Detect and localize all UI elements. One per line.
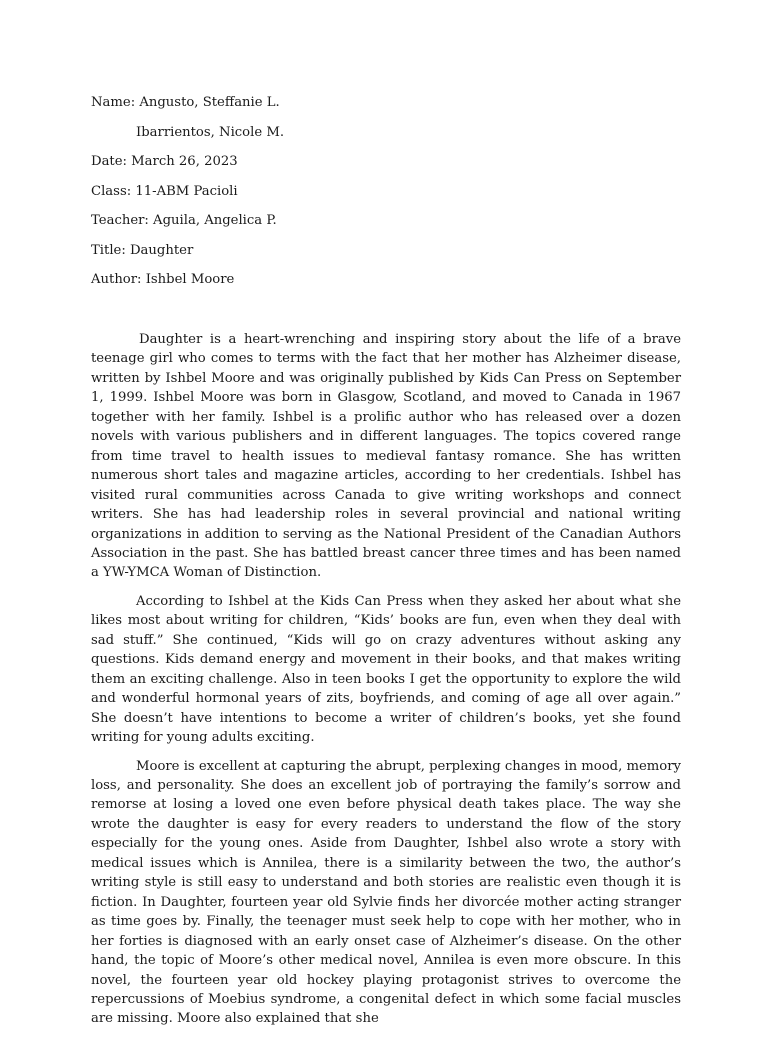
paragraph-introduction: Daughter is a heart-wrenching and inspiring story about the life of a brave teenage girl who comes to terms with the fact that her mother has Alzheimer disease, written by Ishbel Moore and was originally published by Kids Can Press on September 1, 1999. Ishbel Moore was born in Glasgow, Scotland, and moved to Canada in 1967 together with her family. Ishbel is a prolific author who has released over a dozen novels with various publishers and in different languages. The topics covered range from time travel to health issues to medieval fantasy romance. She has written numerous short tales and magazine articles, according to her credentials. Ishbel has visited rural communities across Canada to give writing workshops and connect writers. She has had leadership roles in several provincial and national writing organizations in addition to serving as the National President of the Canadian Authors Association in the past. She has battled breast cancer three times and has been named a YW-YMCA Woman of Distinction. <box>91 332 681 581</box>
author-line: Author: Ishbel Moore <box>91 272 235 287</box>
document-body <box>91 330 681 1038</box>
teacher-line: Teacher: Aguila, Angelica P. <box>91 213 277 228</box>
student-name-line: Name: Angusto, Steffanie L. <box>91 95 280 110</box>
paragraph-author-quote: According to Ishbel at the Kids Can Press when they asked her about what she likes most about writing for children, “Kids’ books are fun, even when they deal with sad stuff.” She continued, “Kids will go on crazy adventures without asking any questions. Kids demand energy and movement in their books, and that makes writing them an exciting challenge. Also in teen books I get the opportunity to explore the wild and wonderful hormonal years of zits, boyfriends, and coming of age all over again.” She doesn’t have intentions to become a writer of children’s books, yet she found writing for young adults exciting. <box>91 593 681 746</box>
second-student-name-line: Ibarrientos, Nicole M. <box>136 124 285 140</box>
class-line: Class: 11-ABM Pacioli <box>91 183 238 199</box>
document-header <box>91 94 681 301</box>
paragraph-analysis: Moore is excellent at capturing the abrupt, perplexing changes in mood, memory loss, and personality. She does an excellent job of portraying the family’s sorrow and remorse at losing a loved one even before physical death takes place. The way she wrote the daughter is easy for every readers to understand the flow of the story especially for the young ones. Aside from Daughter, Ishbel also wrote a story with medical issues which is Annilea, there is a similarity between the two, the author’s writing style is still easy to understand and both stories are realistic even though it is fiction. In Daughter, fourteen year old Sylvie finds her divorcée mother acting stranger as time goes by. Finally, the teenager must seek help to cope with her mother, who in her forties is diagnosed with an early onset case of Alzheimer’s disease. On the other hand, the topic of Moore’s other medical novel, Annilea is even more obscure. In this novel, the fourteen year old hockey playing protagonist strives to overcome the repercussions of Moebius syndrome, a congenital defect in which some facial muscles are missing. Moore also explained that she <box>91 758 681 1027</box>
title-line: Title: Daughter <box>91 242 194 258</box>
date-line: Date: March 26, 2023 <box>91 154 238 169</box>
